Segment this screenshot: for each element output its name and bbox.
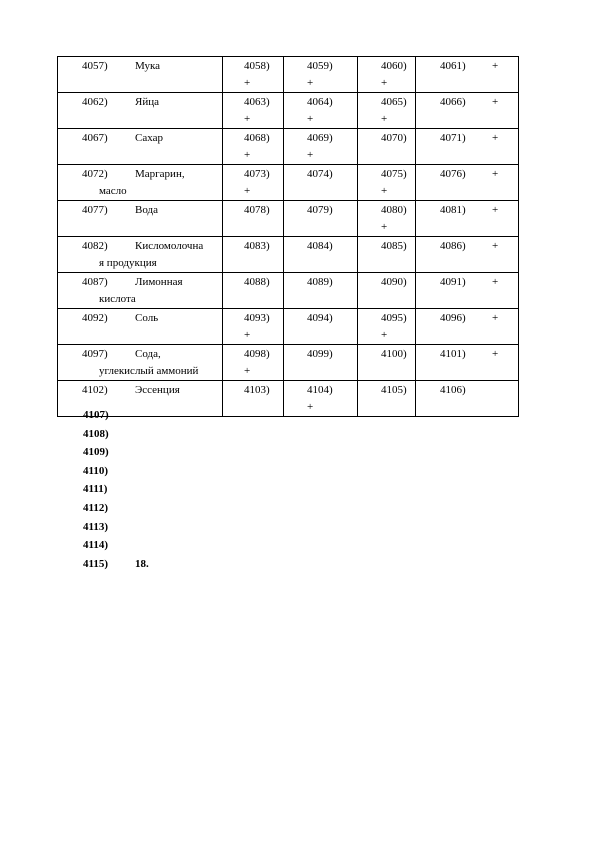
cell-number: 4089) (307, 276, 333, 288)
cell-number: 4059) (307, 60, 333, 72)
list-item: 4114) (83, 539, 109, 552)
row-number: 4072) (82, 168, 108, 180)
column-divider (283, 345, 284, 380)
cell-number: 4090) (381, 276, 407, 288)
column-divider (357, 309, 358, 344)
cell-number: 4060) (381, 60, 407, 72)
row-number: 4057) (82, 60, 108, 72)
column-divider (57, 273, 58, 308)
table-row (57, 201, 519, 237)
cell-number: 4078) (244, 204, 270, 216)
column-divider (283, 57, 284, 92)
cell-number: 4074) (307, 168, 333, 180)
column-divider (222, 273, 223, 308)
column-divider (518, 381, 519, 416)
column-divider (222, 165, 223, 200)
column-divider (357, 129, 358, 164)
cell-mark: + (307, 77, 314, 89)
column-divider (222, 201, 223, 236)
cell-mark: + (244, 185, 251, 197)
cell-number: 4100) (381, 348, 407, 360)
column-divider (518, 273, 519, 308)
cell-number: 4088) (244, 276, 270, 288)
cell-number: 4070) (381, 132, 407, 144)
cell-number: 4095) (381, 312, 407, 324)
cell-number: 4093) (244, 312, 270, 324)
row-number: 4067) (82, 132, 108, 144)
cell-number: 4104) (307, 384, 333, 396)
column-divider (57, 345, 58, 380)
cell-mark: + (492, 348, 499, 360)
ingredients-table (57, 56, 519, 417)
ingredient-name-continued: углекислый аммоний (99, 365, 199, 377)
cell-mark: + (307, 113, 314, 125)
column-divider (283, 129, 284, 164)
row-number: 4062) (82, 96, 108, 108)
list-item: 4111) (83, 483, 108, 496)
ingredient-name: Сода, (135, 348, 161, 360)
cell-mark: + (492, 276, 499, 288)
column-divider (357, 93, 358, 128)
list-item: 4110) (83, 464, 109, 477)
cell-number: 4058) (244, 60, 270, 72)
list-item: 4108) (83, 427, 109, 440)
cell-number: 4068) (244, 132, 270, 144)
column-divider (518, 201, 519, 236)
cell-mark: + (492, 312, 499, 324)
cell-number: 4071) (440, 132, 466, 144)
column-divider (57, 381, 58, 416)
table-row (57, 381, 519, 416)
ingredient-name: Вода (135, 204, 158, 216)
list-item-text: 18. (135, 557, 149, 570)
column-divider (283, 165, 284, 200)
column-divider (57, 201, 58, 236)
table-row (57, 129, 519, 165)
cell-number: 4080) (381, 204, 407, 216)
cell-mark: + (381, 113, 388, 125)
column-divider (415, 201, 416, 236)
table-row (57, 93, 519, 129)
cell-number: 4098) (244, 348, 270, 360)
column-divider (57, 57, 58, 92)
cell-number: 4066) (440, 96, 466, 108)
column-divider (357, 237, 358, 272)
cell-mark: + (381, 329, 388, 341)
cell-mark: + (381, 77, 388, 89)
row-number: 4077) (82, 204, 108, 216)
column-divider (357, 57, 358, 92)
numbered-list (83, 406, 149, 573)
cell-number: 4085) (381, 240, 407, 252)
column-divider (415, 57, 416, 92)
column-divider (415, 129, 416, 164)
list-item: 4112) (83, 501, 109, 514)
ingredient-name-continued: масло (99, 185, 127, 197)
column-divider (518, 237, 519, 272)
cell-mark: + (244, 77, 251, 89)
column-divider (518, 165, 519, 200)
cell-number: 4063) (244, 96, 270, 108)
cell-number: 4086) (440, 240, 466, 252)
cell-mark: + (492, 96, 499, 108)
column-divider (57, 309, 58, 344)
column-divider (415, 93, 416, 128)
table-row (57, 165, 519, 201)
column-divider (415, 273, 416, 308)
cell-number: 4091) (440, 276, 466, 288)
column-divider (415, 345, 416, 380)
column-divider (283, 93, 284, 128)
column-divider (357, 273, 358, 308)
row-number: 4087) (82, 276, 108, 288)
column-divider (283, 273, 284, 308)
cell-number: 4073) (244, 168, 270, 180)
column-divider (57, 129, 58, 164)
column-divider (415, 309, 416, 344)
cell-mark: + (244, 329, 251, 341)
ingredient-name-continued: я продукция (99, 257, 157, 269)
ingredient-name: Мука (135, 60, 161, 72)
cell-number: 4084) (307, 240, 333, 252)
column-divider (357, 165, 358, 200)
cell-number: 4094) (307, 312, 333, 324)
cell-number: 4105) (381, 384, 407, 396)
column-divider (357, 345, 358, 380)
column-divider (283, 309, 284, 344)
cell-mark: + (492, 132, 499, 144)
cell-number: 4065) (381, 96, 407, 108)
table-row (57, 309, 519, 345)
column-divider (222, 129, 223, 164)
ingredient-name: Соль (135, 312, 159, 324)
row-number: 4097) (82, 348, 108, 360)
column-divider (415, 381, 416, 416)
column-divider (57, 165, 58, 200)
row-number: 4082) (82, 240, 108, 252)
table-row (57, 345, 519, 381)
list-item: 4113) (83, 520, 109, 533)
column-divider (518, 309, 519, 344)
column-divider (415, 237, 416, 272)
column-divider (222, 237, 223, 272)
column-divider (222, 93, 223, 128)
list-item: 4109) (83, 446, 109, 459)
ingredient-name: Сахар (135, 132, 163, 144)
cell-mark: + (492, 204, 499, 216)
column-divider (357, 201, 358, 236)
cell-number: 4081) (440, 204, 466, 216)
table-row (57, 57, 519, 93)
cell-number: 4083) (244, 240, 270, 252)
cell-number: 4069) (307, 132, 333, 144)
column-divider (222, 57, 223, 92)
column-divider (57, 237, 58, 272)
table-row (57, 237, 519, 273)
column-divider (222, 309, 223, 344)
cell-mark: + (381, 221, 388, 233)
cell-number: 4075) (381, 168, 407, 180)
ingredient-name-continued: кислота (99, 293, 136, 305)
cell-number: 4076) (440, 168, 466, 180)
column-divider (222, 345, 223, 380)
cell-mark: + (492, 60, 499, 72)
list-item (83, 555, 149, 574)
cell-mark: + (307, 401, 314, 413)
cell-mark: + (492, 168, 499, 180)
row-number: 4102) (82, 384, 108, 396)
column-divider (518, 345, 519, 380)
ingredient-name: Маргарин, (135, 168, 185, 180)
cell-number: 4096) (440, 312, 466, 324)
column-divider (518, 93, 519, 128)
column-divider (283, 381, 284, 416)
cell-number: 4061) (440, 60, 466, 72)
cell-number: 4079) (307, 204, 333, 216)
cell-mark: + (244, 149, 251, 161)
cell-number: 4101) (440, 348, 466, 360)
cell-mark: + (381, 185, 388, 197)
row-number: 4092) (82, 312, 108, 324)
cell-number: 4103) (244, 384, 270, 396)
column-divider (357, 381, 358, 416)
ingredient-name: Лимонная (135, 276, 183, 288)
column-divider (518, 129, 519, 164)
cell-number: 4106) (440, 384, 466, 396)
column-divider (415, 165, 416, 200)
cell-mark: + (244, 113, 251, 125)
column-divider (57, 93, 58, 128)
list-item: 4107) (83, 409, 109, 421)
ingredient-name: Эссенция (135, 384, 180, 396)
cell-number: 4099) (307, 348, 333, 360)
ingredient-name: Кисломолочна (135, 240, 204, 252)
cell-mark: + (244, 365, 251, 377)
cell-number: 4064) (307, 96, 333, 108)
column-divider (283, 201, 284, 236)
table-row (57, 273, 519, 309)
cell-mark: + (492, 240, 499, 252)
cell-mark: + (307, 149, 314, 161)
column-divider (222, 381, 223, 416)
column-divider (518, 57, 519, 92)
column-divider (283, 237, 284, 272)
ingredient-name: Яйца (135, 96, 159, 108)
list-item-number: 4115) (83, 557, 109, 570)
